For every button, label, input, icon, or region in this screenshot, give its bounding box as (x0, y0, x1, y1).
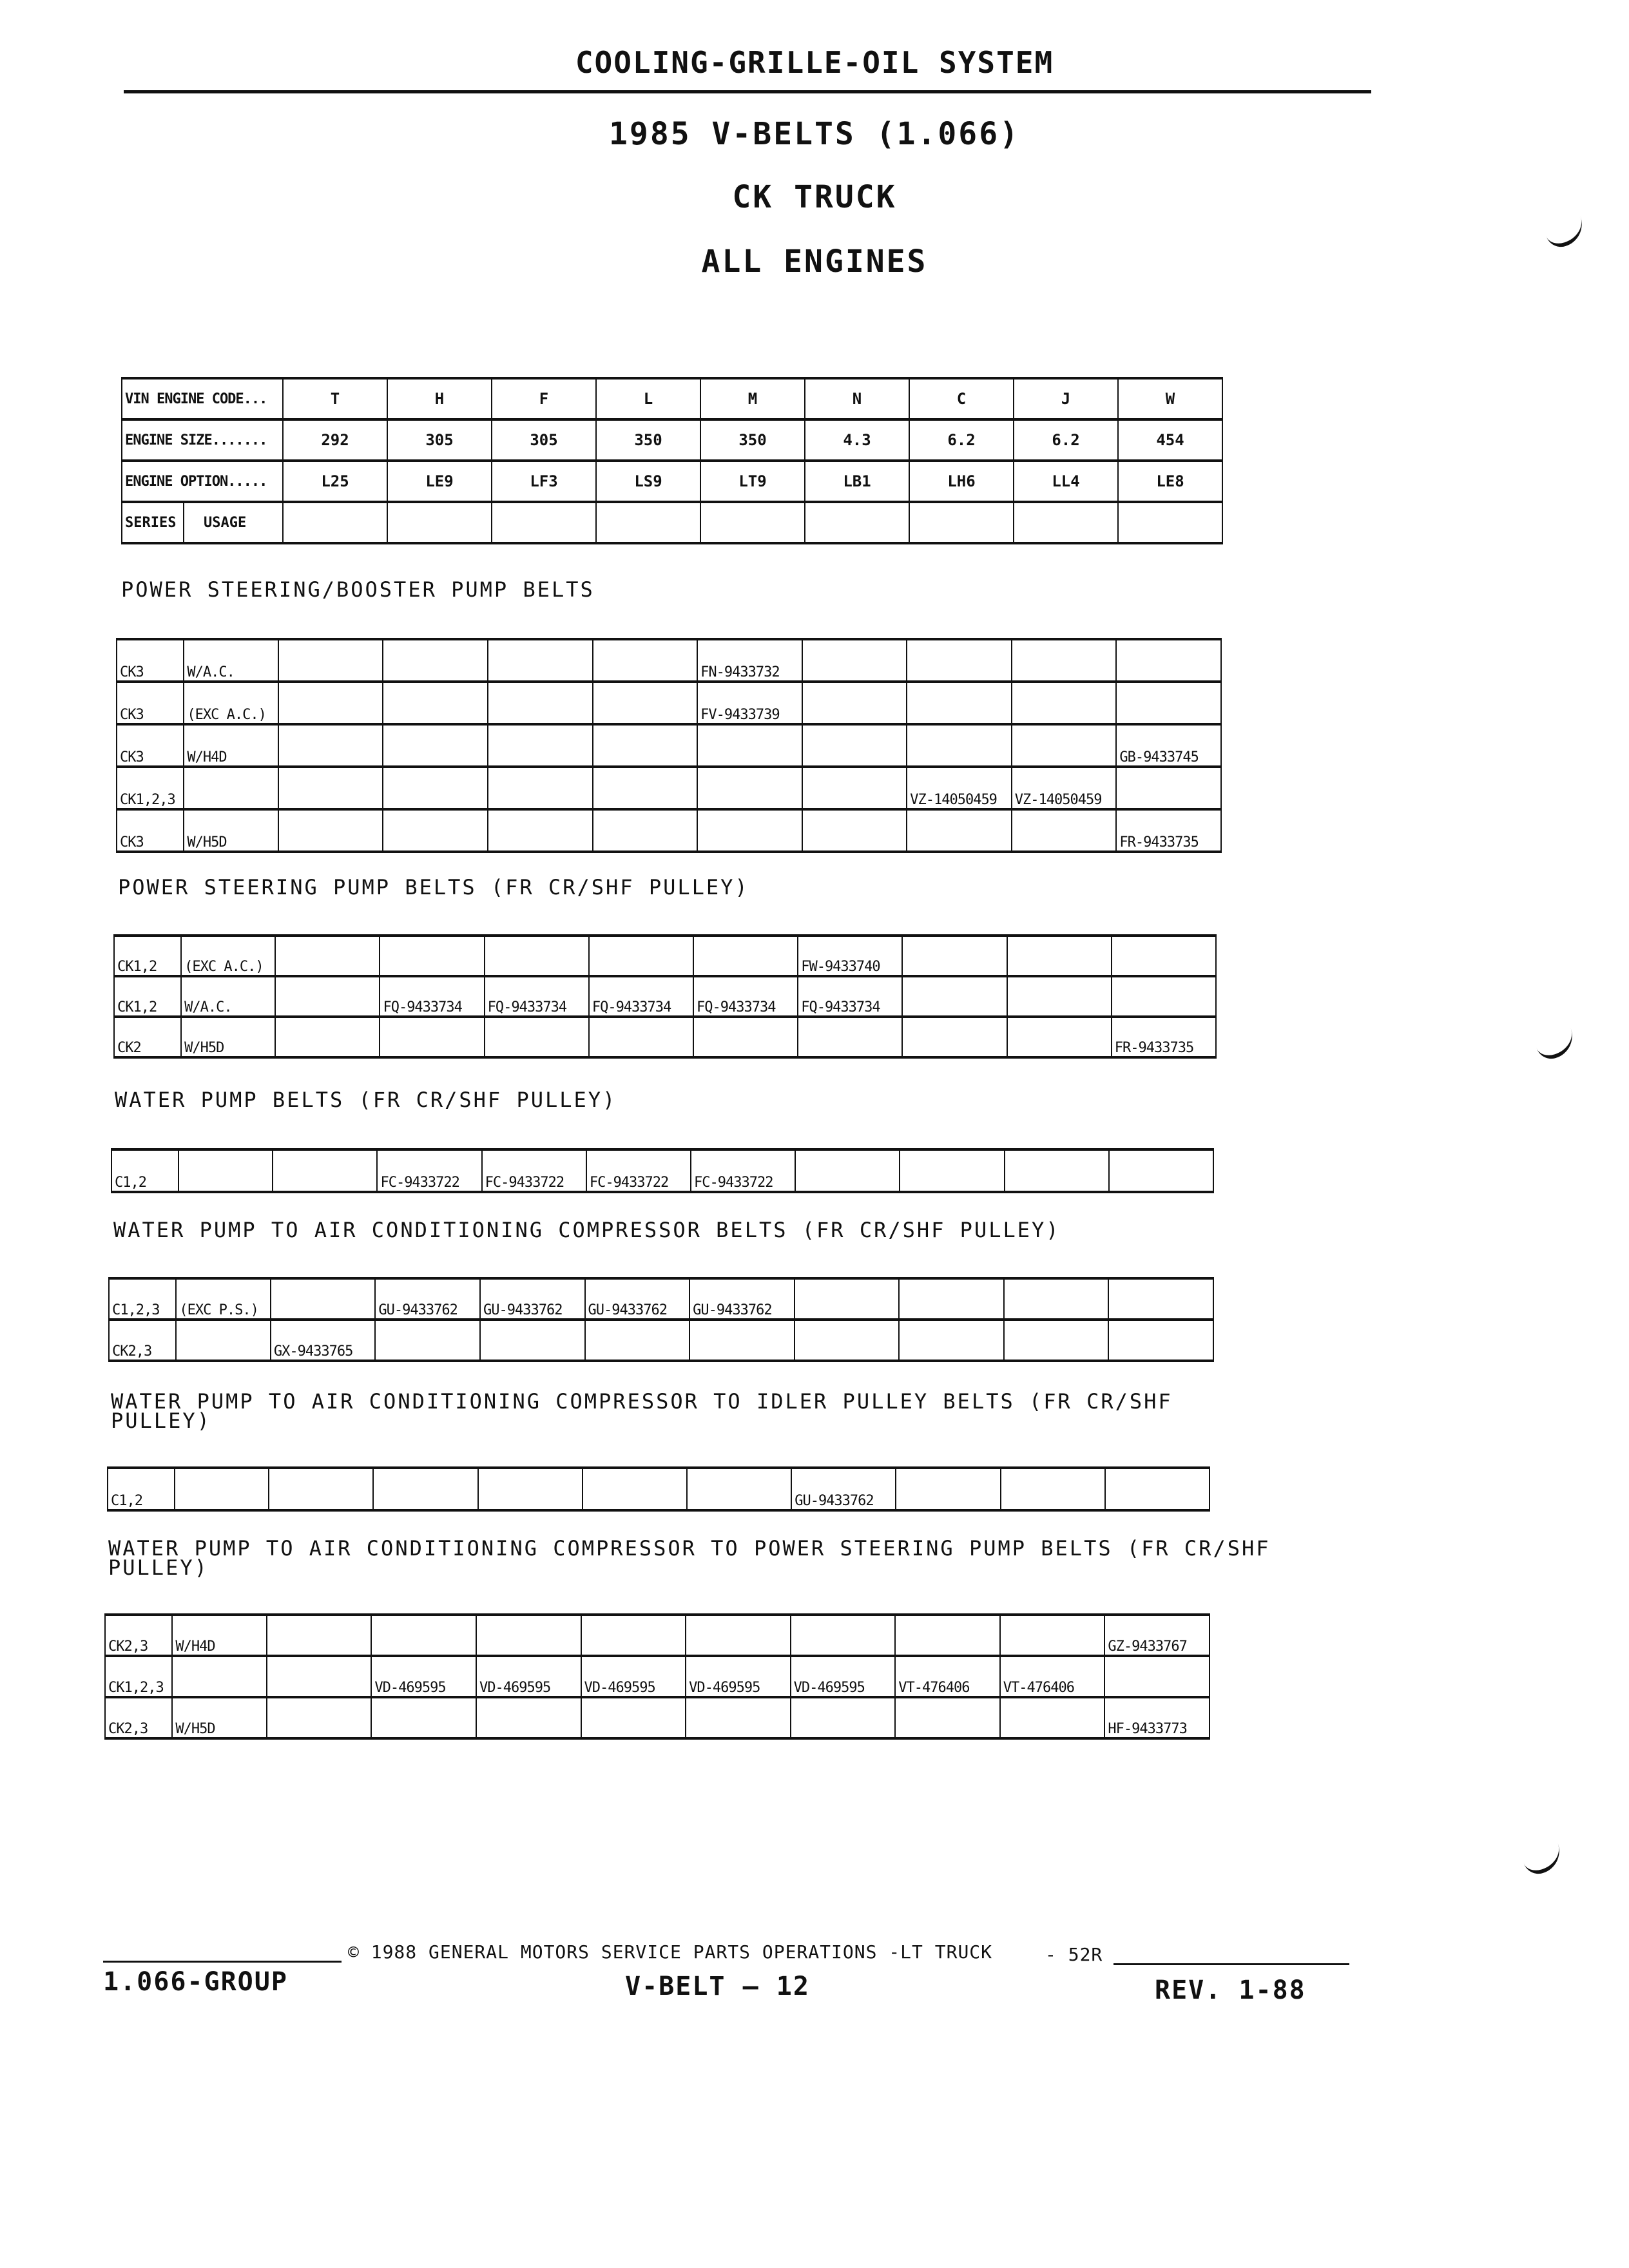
engine-cell: 454 (1118, 419, 1222, 461)
part-number-cell (269, 1468, 373, 1510)
part-number-cell: GU-9433762 (375, 1278, 480, 1320)
engine-cell: LE8 (1118, 461, 1222, 502)
part-number-cell (1012, 682, 1117, 724)
belt-table (116, 638, 1222, 853)
part-number-cell (1116, 682, 1221, 724)
part-number-cell: FQ-9433734 (693, 976, 798, 1017)
part-number-cell (798, 1017, 902, 1057)
part-number-cell (896, 1468, 1000, 1510)
part-number-cell (1004, 1320, 1109, 1361)
engine-cell (596, 502, 700, 543)
part-number-cell: VT-476406 (1000, 1656, 1105, 1697)
engine-cell (700, 502, 805, 543)
part-number-cell (278, 809, 383, 852)
part-number-cell (275, 1017, 380, 1057)
usage-cell: W/A.C. (184, 639, 278, 682)
part-number-cell (791, 1697, 896, 1738)
part-number-cell (686, 1697, 791, 1738)
engine-cell: 6.2 (1014, 419, 1118, 461)
belt-row (111, 1149, 1213, 1192)
engine-row (122, 461, 1222, 502)
part-number-cell: FR-9433735 (1116, 809, 1221, 852)
part-number-cell (1105, 1468, 1210, 1510)
part-number-cell: VD-469595 (581, 1656, 686, 1697)
part-number-cell (1112, 976, 1216, 1017)
part-number-cell (902, 936, 1007, 976)
usage-cell (176, 1320, 271, 1361)
engine-cell: N (805, 378, 909, 419)
part-number-cell: FQ-9433734 (380, 976, 484, 1017)
series-cell: CK1,2,3 (117, 767, 184, 809)
series-cell: CK2,3 (105, 1615, 172, 1656)
part-number-cell: GU-9433762 (791, 1468, 896, 1510)
part-number-cell (593, 724, 698, 767)
part-number-cell (687, 1468, 791, 1510)
belt-row (109, 1320, 1213, 1361)
engine-cell: W (1118, 378, 1222, 419)
series-usage-row (122, 502, 1222, 543)
part-number-cell: VD-469595 (371, 1656, 476, 1697)
engine-cell: 6.2 (909, 419, 1014, 461)
vehicle-title: CK TRUCK (732, 179, 897, 215)
part-number-cell (581, 1615, 686, 1656)
scan-mark-bottom (1521, 1844, 1565, 1878)
engine-cell (1014, 502, 1118, 543)
belt-table (111, 1148, 1214, 1193)
engine-cell (492, 502, 596, 543)
series-cell: C1,2,3 (109, 1278, 176, 1320)
part-number-cell: FC-9433722 (377, 1149, 481, 1192)
section-title: WATER PUMP TO AIR CONDITIONING COMPRESSOR TO POWER STEERING PUMP BELTS (FR CR/SHF PULLEY) (108, 1536, 1271, 1580)
part-number-cell (1116, 767, 1221, 809)
belt-table (113, 934, 1217, 1059)
part-number-cell (895, 1697, 1000, 1738)
part-number-cell (593, 682, 698, 724)
scan-mark-middle (1534, 1029, 1578, 1063)
engine-row (122, 419, 1222, 461)
engine-cell: L (596, 378, 700, 419)
part-number-cell (907, 809, 1012, 852)
part-number-cell (383, 639, 488, 682)
belt-row (117, 767, 1221, 809)
series-cell: CK3 (117, 809, 184, 852)
belt-row (117, 809, 1221, 852)
part-number-cell (1001, 1468, 1105, 1510)
part-number-cell: GZ-9433767 (1104, 1615, 1210, 1656)
engine-row (122, 378, 1222, 419)
footer-copyright: © 1988 GENERAL MOTORS SERVICE PARTS OPERATIONS -LT TRUCK (348, 1941, 993, 1963)
section-title: WATER PUMP BELTS (FR CR/SHF PULLEY) (115, 1088, 617, 1112)
engine-cell: LS9 (596, 461, 700, 502)
belt-row (109, 1278, 1213, 1320)
usage-header: USAGE (204, 514, 247, 531)
belt-table (107, 1466, 1210, 1512)
engine-cell (283, 502, 387, 543)
engine-cell (805, 502, 909, 543)
part-number-cell (802, 682, 907, 724)
part-number-cell (380, 936, 484, 976)
engine-cell: 305 (492, 419, 596, 461)
part-number-cell: HF-9433773 (1104, 1697, 1210, 1738)
engine-cell: L25 (283, 461, 387, 502)
engine-table (121, 377, 1223, 544)
series-cell: CK1,2 (114, 976, 181, 1017)
usage-cell: (EXC A.C.) (184, 682, 278, 724)
part-number-cell (273, 1149, 377, 1192)
part-number-cell (488, 809, 593, 852)
part-number-cell (1112, 936, 1216, 976)
part-number-cell (589, 936, 693, 976)
part-number-cell (1108, 1320, 1213, 1361)
belt-row (114, 1017, 1216, 1057)
section-title: WATER PUMP TO AIR CONDITIONING COMPRESSOR TO IDLER PULLEY BELTS (FR CR/SHF PULLEY) (111, 1389, 1173, 1433)
part-number-cell: FC-9433722 (482, 1149, 586, 1192)
part-number-cell (267, 1656, 372, 1697)
part-number-cell (902, 1017, 1007, 1057)
part-number-cell (689, 1320, 795, 1361)
usage-cell (178, 1149, 273, 1192)
engine-cell: T (283, 378, 387, 419)
part-number-cell (485, 936, 589, 976)
series-cell: CK1,2,3 (105, 1656, 172, 1697)
engine-cell: LL4 (1014, 461, 1118, 502)
series-cell: CK1,2 (114, 936, 181, 976)
part-number-cell (1012, 809, 1117, 852)
part-number-cell (375, 1320, 480, 1361)
part-number-cell (907, 724, 1012, 767)
usage-cell (175, 1468, 269, 1510)
part-number-cell: GU-9433762 (585, 1278, 690, 1320)
part-number-cell: FW-9433740 (798, 936, 902, 976)
series-header: SERIES (122, 503, 184, 542)
part-number-cell (267, 1615, 372, 1656)
part-number-cell (902, 976, 1007, 1017)
part-number-cell: GX-9433765 (271, 1320, 376, 1361)
usage-cell: (EXC A.C.) (181, 936, 275, 976)
engine-cell: 292 (283, 419, 387, 461)
engine-cell (909, 502, 1014, 543)
system-title: COOLING-GRILLE-OIL SYSTEM (575, 45, 1054, 80)
belt-row (105, 1697, 1210, 1738)
section-title: WATER PUMP TO AIR CONDITIONING COMPRESSOR BELTS (FR CR/SHF PULLEY) (113, 1218, 1061, 1242)
belt-row (114, 936, 1216, 976)
belt-row (108, 1468, 1210, 1510)
page-subtitle: 1985 V-BELTS (1.066) (609, 116, 1020, 152)
series-cell: CK2 (114, 1017, 181, 1057)
usage-cell: W/H4D (172, 1615, 267, 1656)
part-number-cell (1007, 1017, 1112, 1057)
part-number-cell: FN-9433732 (697, 639, 802, 682)
part-number-cell (278, 682, 383, 724)
header-rule (124, 90, 1371, 93)
part-number-cell (478, 1468, 583, 1510)
part-number-cell (371, 1697, 476, 1738)
footer-page-code: - 52R (1045, 1944, 1103, 1965)
part-number-cell (383, 682, 488, 724)
part-number-cell (1000, 1615, 1105, 1656)
part-number-cell (900, 1149, 1004, 1192)
part-number-cell (795, 1149, 900, 1192)
part-number-cell (593, 639, 698, 682)
part-number-cell: GB-9433745 (1116, 724, 1221, 767)
part-number-cell (1004, 1278, 1109, 1320)
part-number-cell (1012, 724, 1117, 767)
part-number-cell (593, 767, 698, 809)
engine-cell: LT9 (700, 461, 805, 502)
part-number-cell (1005, 1149, 1109, 1192)
part-number-cell (383, 809, 488, 852)
part-number-cell (1108, 1278, 1213, 1320)
usage-cell: W/H4D (184, 724, 278, 767)
part-number-cell: FQ-9433734 (485, 976, 589, 1017)
part-number-cell (488, 682, 593, 724)
part-number-cell (907, 639, 1012, 682)
part-number-cell (1116, 639, 1221, 682)
part-number-cell: GU-9433762 (480, 1278, 585, 1320)
engine-cell: LE9 (387, 461, 492, 502)
part-number-cell (693, 936, 798, 976)
part-number-cell (271, 1278, 376, 1320)
footer-page: V-BELT — 12 (625, 1972, 810, 2001)
belt-row (117, 724, 1221, 767)
usage-cell: W/H5D (172, 1697, 267, 1738)
part-number-cell (488, 724, 593, 767)
part-number-cell: FQ-9433734 (798, 976, 902, 1017)
part-number-cell (371, 1615, 476, 1656)
part-number-cell (802, 767, 907, 809)
engine-cell (387, 502, 492, 543)
part-number-cell (275, 976, 380, 1017)
part-number-cell (593, 809, 698, 852)
part-number-cell: GU-9433762 (689, 1278, 795, 1320)
engine-row-label: VIN ENGINE CODE... (122, 378, 283, 419)
footer-rule-right (1113, 1963, 1349, 1965)
series-cell: CK2,3 (109, 1320, 176, 1361)
part-number-cell (589, 1017, 693, 1057)
part-number-cell (895, 1615, 1000, 1656)
part-number-cell: FC-9433722 (586, 1149, 691, 1192)
part-number-cell (373, 1468, 477, 1510)
engine-row-label: ENGINE SIZE....... (122, 419, 283, 461)
part-number-cell (686, 1615, 791, 1656)
part-number-cell (476, 1697, 581, 1738)
series-cell: CK3 (117, 682, 184, 724)
part-number-cell: VD-469595 (686, 1656, 791, 1697)
belt-row (105, 1656, 1210, 1697)
engine-row-label: ENGINE OPTION..... (122, 461, 283, 502)
part-number-cell: VD-469595 (791, 1656, 896, 1697)
belt-row (117, 639, 1221, 682)
part-number-cell (802, 639, 907, 682)
engine-cell: LH6 (909, 461, 1014, 502)
part-number-cell (1012, 639, 1117, 682)
part-number-cell (697, 809, 802, 852)
engine-cell: F (492, 378, 596, 419)
part-number-cell: FC-9433722 (691, 1149, 795, 1192)
part-number-cell (1104, 1656, 1210, 1697)
part-number-cell (278, 639, 383, 682)
part-number-cell (278, 724, 383, 767)
part-number-cell: FQ-9433734 (589, 976, 693, 1017)
part-number-cell: VT-476406 (895, 1656, 1000, 1697)
engine-cell: 4.3 (805, 419, 909, 461)
engine-cell: C (909, 378, 1014, 419)
engine-cell (1118, 502, 1222, 543)
part-number-cell (383, 724, 488, 767)
part-number-cell (791, 1615, 896, 1656)
part-number-cell (267, 1697, 372, 1738)
engine-cell: LF3 (492, 461, 596, 502)
part-number-cell (899, 1320, 1004, 1361)
part-number-cell (275, 936, 380, 976)
part-number-cell (795, 1320, 900, 1361)
usage-cell: (EXC P.S.) (176, 1278, 271, 1320)
engine-cell: M (700, 378, 805, 419)
series-cell: C1,2 (108, 1468, 175, 1510)
footer-group: 1.066-GROUP (103, 1967, 288, 1997)
part-number-cell (802, 724, 907, 767)
part-number-cell: VZ-14050459 (907, 767, 1012, 809)
belt-row (114, 976, 1216, 1017)
engine-cell: 350 (700, 419, 805, 461)
part-number-cell (488, 639, 593, 682)
belt-row (105, 1615, 1210, 1656)
part-number-cell: FR-9433735 (1112, 1017, 1216, 1057)
engines-title: ALL ENGINES (701, 244, 928, 280)
usage-cell (184, 767, 278, 809)
part-number-cell (697, 724, 802, 767)
part-number-cell (480, 1320, 585, 1361)
part-number-cell (380, 1017, 484, 1057)
part-number-cell (383, 767, 488, 809)
part-number-cell (697, 767, 802, 809)
belt-row (117, 682, 1221, 724)
series-cell: CK3 (117, 724, 184, 767)
footer-rule-left (103, 1961, 342, 1963)
engine-cell: LB1 (805, 461, 909, 502)
series-cell: C1,2 (111, 1149, 178, 1192)
part-number-cell: VD-469595 (476, 1656, 581, 1697)
usage-cell: W/H5D (184, 809, 278, 852)
footer-revision: REV. 1-88 (1155, 1975, 1306, 2005)
part-number-cell (278, 767, 383, 809)
engine-cell: 305 (387, 419, 492, 461)
part-number-cell (1109, 1149, 1213, 1192)
usage-cell (172, 1656, 267, 1697)
part-number-cell (1007, 976, 1112, 1017)
part-number-cell (1007, 936, 1112, 976)
part-number-cell (802, 809, 907, 852)
engine-cell: H (387, 378, 492, 419)
part-number-cell (1000, 1697, 1105, 1738)
part-number-cell (899, 1278, 1004, 1320)
part-number-cell (583, 1468, 687, 1510)
part-number-cell: FV-9433739 (697, 682, 802, 724)
engine-cell: J (1014, 378, 1118, 419)
part-number-cell (907, 682, 1012, 724)
engine-cell: 350 (596, 419, 700, 461)
belt-table (104, 1613, 1210, 1740)
part-number-cell (488, 767, 593, 809)
usage-cell: W/A.C. (181, 976, 275, 1017)
part-number-cell (476, 1615, 581, 1656)
section-title: POWER STEERING/BOOSTER PUMP BELTS (121, 577, 595, 602)
series-usage-header (122, 502, 283, 543)
series-cell: CK2,3 (105, 1697, 172, 1738)
series-cell: CK3 (117, 639, 184, 682)
section-title: POWER STEERING PUMP BELTS (FR CR/SHF PULLEY) (118, 875, 749, 899)
part-number-cell (693, 1017, 798, 1057)
part-number-cell (581, 1697, 686, 1738)
usage-cell: W/H5D (181, 1017, 275, 1057)
part-number-cell: VZ-14050459 (1012, 767, 1117, 809)
part-number-cell (485, 1017, 589, 1057)
part-number-cell (585, 1320, 690, 1361)
part-number-cell (795, 1278, 900, 1320)
belt-table (108, 1277, 1214, 1362)
